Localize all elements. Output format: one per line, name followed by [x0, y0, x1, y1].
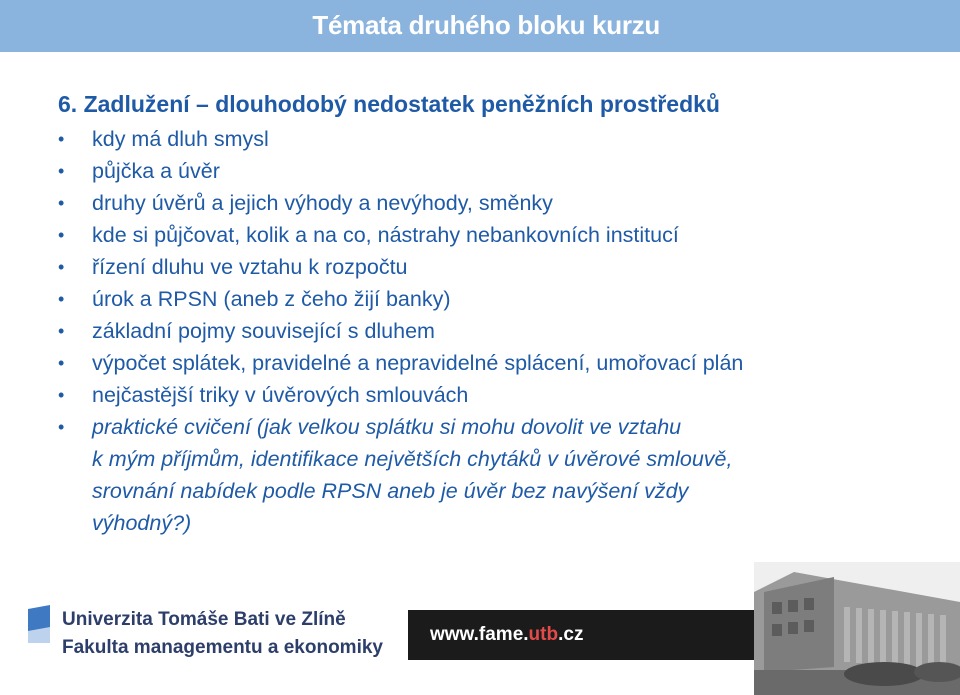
- list-item-text: nejčastější triky v úvěrových smlouvách: [92, 383, 469, 407]
- list-item-text: řízení dluhu ve vztahu k rozpočtu: [92, 255, 408, 279]
- bullet-icon: •: [58, 161, 65, 181]
- faculty-name: Fakulta managementu a ekonomiky: [62, 637, 383, 658]
- utb-logo-icon: [28, 605, 50, 643]
- list-item-text: druhy úvěrů a jejich výhody a nevýhody, směnky: [92, 191, 553, 215]
- url-bar: [408, 610, 754, 660]
- list-item-text: kde si půjčovat, kolik a na co, nástrahy nebankovních institucí: [92, 223, 679, 247]
- bullet-icon: •: [58, 225, 65, 245]
- list-item-text: půjčka a úvěr: [92, 159, 220, 183]
- bullet-icon: •: [58, 321, 65, 341]
- list-item-text: praktické cvičení (jak velkou splátku si mohu dovolit ve vztahu: [92, 415, 682, 439]
- faculty-building-photo: [754, 562, 960, 695]
- url-suffix: .cz: [558, 624, 584, 645]
- university-name: Univerzita Tomáše Bati ve Zlíně: [62, 609, 346, 630]
- list-item-continuation: k mým příjmům, identifikace největších chytáků v úvěrové smlouvě,: [92, 447, 733, 471]
- list-item-continuation: srovnání nabídek podle RPSN aneb je úvěr bez navýšení vždy: [92, 479, 689, 503]
- section-heading: 6. Zadlužení – dlouhodobý nedostatek peněžních prostředků: [58, 91, 720, 117]
- url-prefix: www.fame.: [430, 624, 529, 645]
- faculty-url[interactable]: [430, 624, 583, 646]
- list-item-text: úrok a RPSN (aneb z čeho žijí banky): [92, 287, 451, 311]
- slide-title: Témata druhého bloku kurzu: [312, 10, 660, 40]
- list-item-text: kdy má dluh smysl: [92, 127, 269, 151]
- bullet-icon: •: [58, 193, 65, 213]
- bullet-icon: •: [58, 385, 65, 405]
- list-item-continuation: výhodný?): [92, 511, 192, 535]
- bullet-icon: •: [58, 257, 65, 277]
- list-item-text: základní pojmy související s dluhem: [92, 319, 435, 343]
- list-item-text: výpočet splátek, pravidelné a nepravidelné splácení, umořovací plán: [92, 351, 744, 375]
- bullet-icon: •: [58, 353, 65, 373]
- bullet-icon: •: [58, 417, 65, 437]
- bullet-icon: •: [58, 289, 65, 309]
- title-bar: [0, 0, 960, 52]
- bullet-icon: •: [58, 129, 65, 149]
- url-accent: utb: [528, 624, 559, 645]
